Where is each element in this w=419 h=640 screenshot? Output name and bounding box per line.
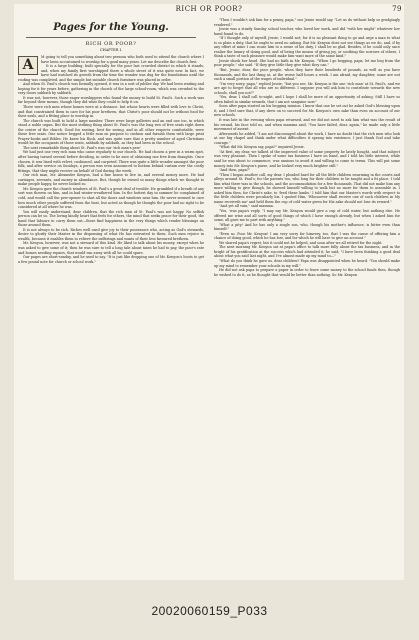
right-paragraph: "If I thought only of myself, Jessie, I would not; for it is no pleasant thing to go and urge a man to what is so plain a duty, that he ought to need no asking. But Mr. Kenyon does not see things as we do, and, if by any effort of mine I can rouse him to a sense of his duty, I shall be so glad. Besides, if he could only once realize the luxury of doing good, and of being the means of giving joy, or soothing the sorrows of others, I think a taste of such pleasure would make him want more of the same kind." [214,36,400,59]
right-paragraph: Soon after papa started on his begging mission. I know that one he set out he asked God's blessing upon it, and I feel sure that, if any drew on to succeed for Mr. Kenyon's own sake than even on account of our new schools. [214,104,400,118]
chapter-heading: CHAPTER I. [99,48,123,52]
right-paragraph: "Then I wouldn't ask him for a penny, papa," our Jessie would say. "Let us do without help so grudgingly rendered." [214,18,400,27]
right-paragraph: He did not ask papa to prepare a paper in order to leave some money to the school funds then, though he wished to do it, as he thought that would be better than nothing. So Mr. Kenyon [214,268,400,277]
left-paragraph: It is a large building, built specially for the poor last crowded district in which it stands; and, when my family first worshipped there a whole street of it was quite new. In fact, we have had watched its growth from the time the wonder was dug for the foundations until the roofing was completed, and the simple but suitable church furniture was placed in order. [18,64,204,82]
right-paragraph: "What did Mr. Kenyon say, papa?" inquired Jessie. [219,145,305,150]
right-paragraph: We shared papa's regret, but it could not be helped, and soon after we all retired for the night. [219,240,383,245]
image-id-caption: 20020060159_P033 [151,604,268,618]
story-title: RICH OR POOR? [85,41,137,47]
left-paragraph: Mr. Kenyon gave the church windows of St. Paul's a great deal of trouble. He grumbled if a breath of any sort was thrown on him, and in bad winter-weathered him. In the hottest day in summer he complained of cold, and would call the pew-opener to shut all the doors and windows near him. He never seemed to care how much other people suffered from the heat, but acted as though he thought the poor had no right to be considered at all where he was. [18,186,204,210]
right-paragraph: "Yes, dear. I shall call to-night, and I hope I shall be more of an opportunity of asking. Still I have so often failed in similar errands, that I am not sanguine now." [214,95,400,104]
left-paragraph: It is not always to be rich. Riches well used give joy to their possessors who, acting as God's stewards, desire to glorify their Master in the dispensing of what He has entrusted to them. Such men rejoice in wealth, because it enables them to relieve the sufferings and wants of their less favoured brethren. [18,227,204,241]
left-paragraph: And when St. Paul's church was formally opened, it was in a sort of jubilee day. We had been waiting and hoping for it for years before, gathering in the church of the large school-room, which was crowded to the very doors sabbath by sabbath. [18,82,204,96]
right-paragraph: "But, Jessie, dear, the poor people, when they have their hundreds of pounds, as well as you have thousands, and the last thing at, at the worse half hours a week. I am afraid, my daughter, some are not such a small portion of the wages of individual." [214,68,400,82]
section-heading: Pages for the Young. [53,22,169,33]
left-paragraph: There were rich men whose homes were at a distance, but whose hearts were filled with love to Christ, and that constrained them to care for his poor brethren, that Christ's poor should not be without food for their souls, and a fitting place to worship in. [18,105,204,119]
right-paragraph: Afterwards he added, "I am not discouraged about the work, I have no doubt that the rich men who look at our big chapel and think under what difficulties it sprang into existence, I just thank God and take courage." [214,131,400,145]
page-number: 79 [392,5,402,13]
right-paragraph: "And yet all vain," said mamma. [219,204,274,209]
right-paragraph: The next morning Mr. Kenyon sat at papa's office to talk more fully about the tax business, and in the bright of his gratification at the success which had attended it, he said, "I have been thinking a good deal about what you said last night, and I've almost made up my mind to—" [214,245,400,259]
left-column [18,20,204,264]
right-paragraph: "Yes, 'was papa's reply. "I may say Mr. Kenyon would give a cup of cold water, but nothing else. He offered me wine and all sorts of good things of which I have enough already, but when I asked him for some, all gave me to part with anything." [214,208,400,223]
heading-rule [26,37,196,38]
left-paragraph: The church was built to hold a large number. There were large galleries and an end one too, in which stood a noble organ. But the most striking thing about St. Paul's was the long row of free seats right down the centre of the church. Good for seating, best for seeing, and in all other respects comfortable, were these free seats. One notice begged a little sum on purpose to cushion and furnish them with large print Prayer-books and Bibles. He knew his flock, and was quite sure that a pretty number of aged Christians would be the occupants of those seats, sabbath by sabbath, as they had been in the school. [18,118,204,146]
drop-cap: A [18,56,38,75]
book-page [14,4,404,580]
right-paragraph: It was late in the evening when papa returned, and we did not need to ask him what was the result of his errand, his face told us, and when mamma said, "You have failed, dear, again," he made only a little movement of assent. [214,118,400,132]
running-head-title: RICH OR POOR? [175,5,243,13]
left-paragraph: You will easily understand, dear children, that the rich man of St. Paul's was not happy. No selfish person can be so. The loving kindly heart that feels for others, the mind that seeks peace for their good, the hand that labours to carry them out—these find happiness in the very things which render blessings on those around them. [18,209,205,228]
right-paragraph: "And then, papa?" [219,168,251,173]
right-paragraph: "What a pity! And he has only a single son, who, though his mother's influence, is bitter even than himself." [214,222,400,232]
right-paragraph: Jessie shook her head. She had no faith in Mr. Kenyon. "When I go begging, papa, let me beg from the poor people," she said. "If they give little they give what they can." [214,58,400,68]
right-paragraph: Jessie was a sturdy Sunday school teacher, who loved her work, and did "with her might" whatever her hand found to do. [214,27,400,36]
left-paragraph: We had just one very rich man who came regularly to our church. He had chosen a pew in a warm spot, after having turned several before deciding, in order to be sure of obtaining one free from draughts. Once chosen, it was lined with velvet, cushioned, and carpeted. There was quite a little wonder amongst the poor folk, and after service on Sundays, a person was even announced to bottom behind curtain over the costly fittings, that they might receive on behalf of God during the week. [18,150,204,173]
right-paragraph: "What do you think he gave us, dear children? Papa was disappointed when he heard. "You should make up my mind to remember your schools in my will." [214,258,400,268]
right-paragraph: "I'm very sorry, papa," replied Jessie; "but you see, Mr. Kenyon is the one 'rich man' at St. Paul's, and we are apt to forget that all who are so different. I suppose you will ask him to contribute towards the new schools, shall you not?" [214,81,400,95]
right-column [214,18,400,277]
right-paragraph: "Then I began another call, my dear. I pleaded hard for all the little children swarming in the courts and alleys around St. Paul's; for the parents too, who long for their children to be taught and a fit place. I told him what there was in the schools, and the accommodation for a few thousands. That did not make him any more willing to give though, he showed himself willing to walk but no more for them to assemble in. I asked him then, for Christ's sake, to 'feed these lambs.' I told him that our Master's words with respect to the little children were peculiarly his. I quoted Him, 'Whosoever shall receive one of such children in My name receiveth me' and held them the cup of cold water given for His sake should not lose its reward." [214,172,400,204]
story-body-left [18,55,204,264]
left-paragraph: It was not, however, those eager worshippers who found the money to build St. Paul's. Such a work was far beyond their means, though they did what they could to help it on. [18,95,204,105]
right-paragraph: "At first, my dear, we talked of the improved value of some property he lately bought, and that subject was very pleasant. Then I spoke of some tax business I have on hand, and I told his little interest, while said he was about to commence, was anxious to avoid it and willing to come to terms. This will put some money into Mr. Kenyon's purse, and he looked very much brighter still." [214,149,400,168]
left-paragraph: M going to tell you something about two persons who both used to attend the church where I have been accustomed to worship for a good many years. Let me describe the church first. [41,55,204,64]
left-paragraph: Our pages are short-sunday, and he used to say, "It is just like dropping one of Mr. Kenyon's boots to get a few pound note for church or school work." [18,255,204,264]
running-head [14,4,404,16]
left-paragraph: Mr. Kenyon, however, was not a steward of this kind. He liked to talk about his money, except when he was asked to give some of it; then he was sure to tell a long tale about taxes he had to pay, the poor's rate and homes needing repairs, that would run away with all he could spare. [18,241,204,255]
left-paragraph: The next remarkable thing about St. Paul's was our 'rich man's pew.' [23,145,142,150]
left-paragraph: Our rich man, Mr. Alexander Kenyon, had a fine house to live in, and several money more. He had carriages, servants, and money in abundance. But, though he owned so many things which we thought to make people happy, he never looked so. [18,173,204,187]
right-paragraph: "Even so. Poor Mr. Kenyon! I am very sorry for himvery, too, that I was the cause of offering him a chance of doing good, which he has lost, and for which he will have to give an account." [214,231,400,241]
